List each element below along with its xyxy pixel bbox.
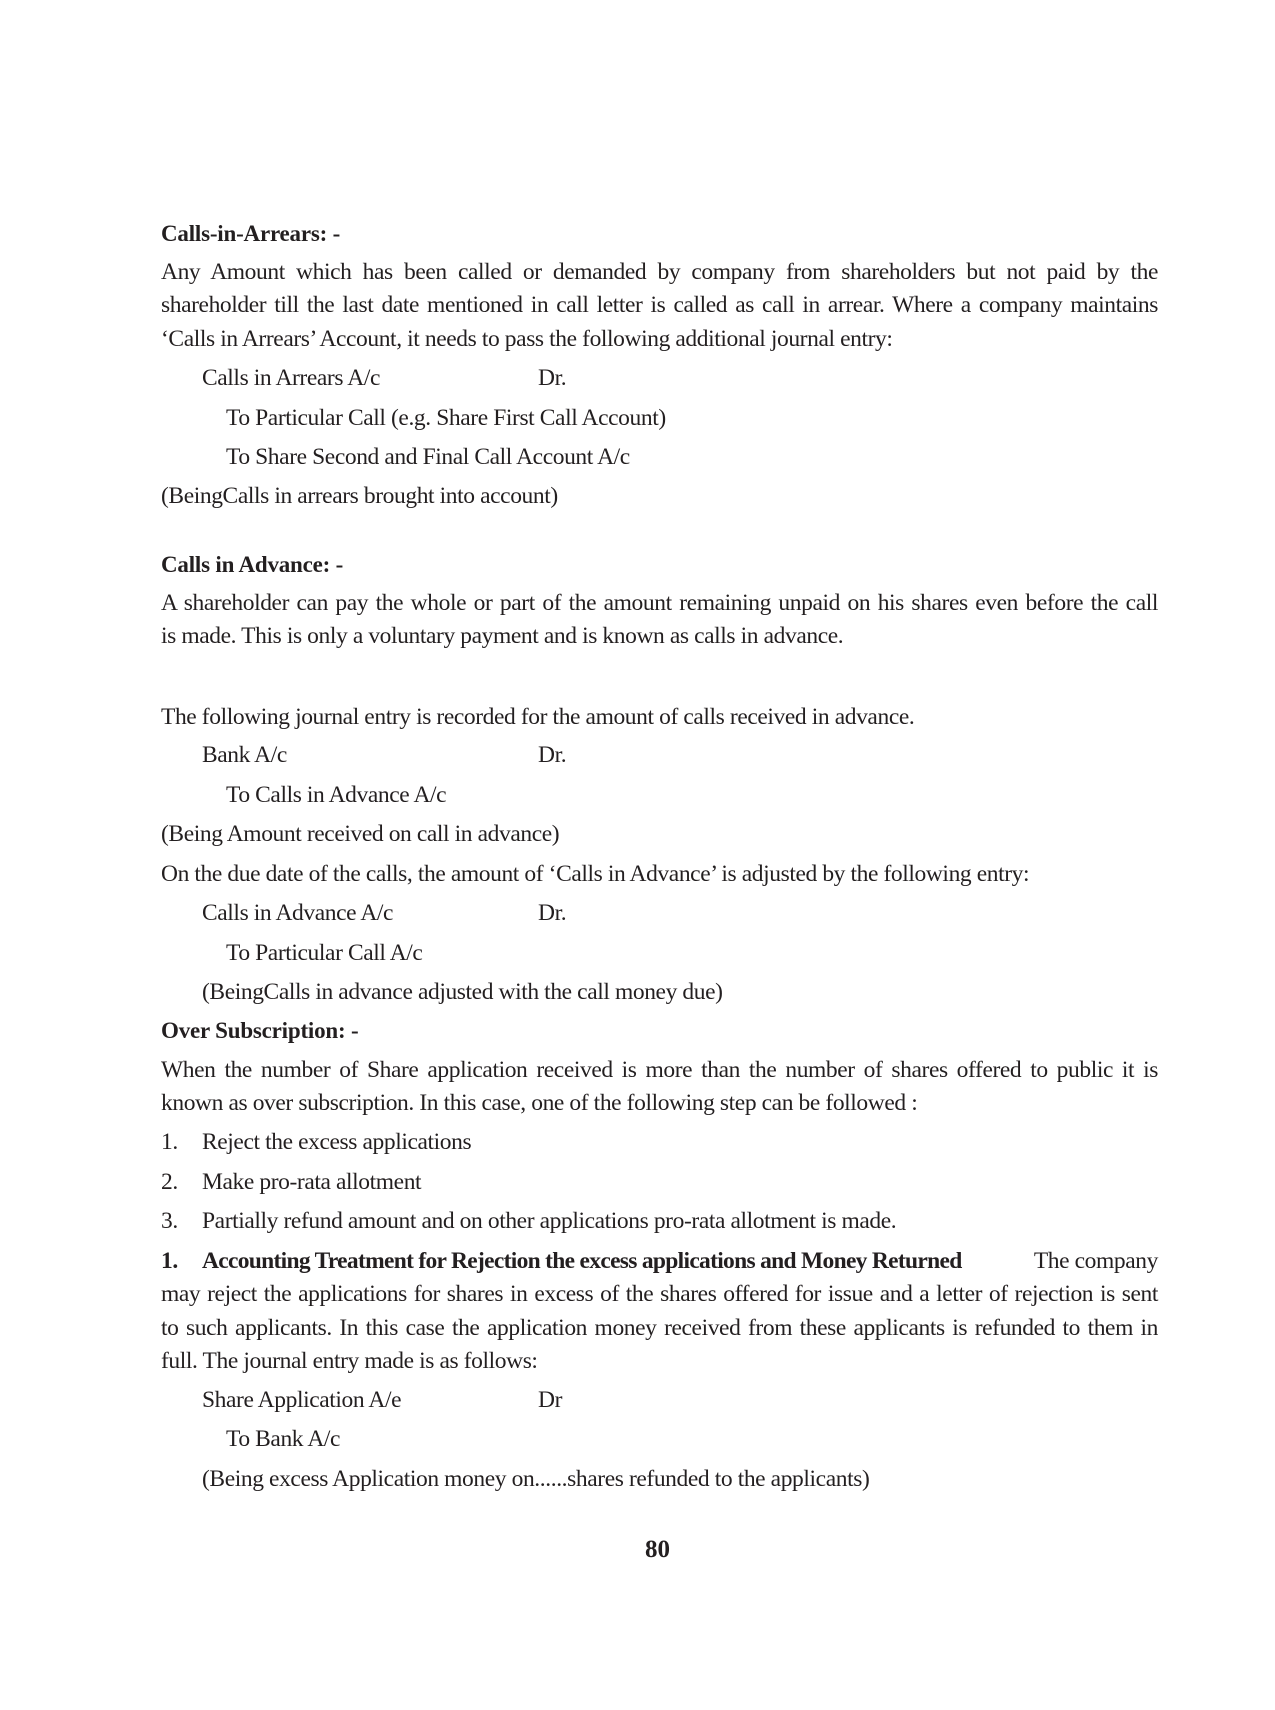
journal-credit-line: To Share Second and Final Call Account A/c [226,444,630,470]
paragraph-line: full. The journal entry made is as follows: [161,1348,538,1374]
paragraph-line: known as over subscription. In this case, one of the following step can be followed : [161,1090,918,1116]
treatment-number: 1. [161,1248,178,1274]
journal-credit-line: To Particular Call (e.g. Share First Call Account) [226,405,666,431]
heading-over-subscription: Over Subscription: - [161,1018,359,1043]
journal-narration: (BeingCalls in advance adjusted with the call money due) [202,979,723,1005]
list-text: Make pro-rata allotment [202,1169,422,1195]
journal-credit-line: To Particular Call A/c [226,940,423,966]
debit-account: Calls in Arrears A/c [202,365,381,391]
treatment-lead-text: The company [1033,1248,1158,1274]
debit-marker: Dr. [538,365,567,391]
paragraph-line: is made. This is only a voluntary payment and is known as calls in advance. [161,623,844,649]
journal-debit-line [202,898,1199,928]
journal-narration: (Being Amount received on call in advance) [161,821,560,847]
debit-account: Share Application A/e [202,1387,402,1413]
journal-credit-line: To Bank A/c [226,1426,341,1452]
paragraph-line: ‘Calls in Arrears’ Account, it needs to pass the following additional journal entry: [161,326,893,352]
debit-account: Bank A/c [202,742,287,768]
paragraph-line: Any Amount which has been called or demanded by company from shareholders but not paid by the [161,259,1158,285]
page-number: 80 [645,1536,670,1563]
debit-marker: Dr. [538,900,567,926]
debit-account: Calls in Advance A/c [202,900,394,926]
heading-calls-in-advance: Calls in Advance: - [161,552,344,577]
heading-calls-in-arrears: Calls-in-Arrears: - [161,221,341,246]
debit-marker: Dr. [538,742,567,768]
paragraph-line: shareholder till the last date mentioned in call letter is called as call in arrear. Where a company maintains [161,292,1158,318]
paragraph-line: On the due date of the calls, the amount of ‘Calls in Advance’ is adjusted by the following entry: [161,861,1030,887]
paragraph-line: may reject the applications for shares in excess of the shares offered for issue and a letter of rejection is sent [161,1281,1158,1307]
journal-debit-line [202,363,1199,393]
paragraph-line: When the number of Share application received is more than the number of shares offered to public it is [161,1057,1158,1083]
list-number: 2. [161,1169,178,1195]
list-number: 1. [161,1129,178,1155]
paragraph-line: to such applicants. In this case the application money received from these applicants is refunded to them in [161,1315,1158,1341]
journal-narration: (BeingCalls in arrears brought into account) [161,483,558,509]
debit-marker: Dr [538,1387,562,1413]
paragraph-line: A shareholder can pay the whole or part of the amount remaining unpaid on his shares even before the call [161,590,1158,616]
list-text: Reject the excess applications [202,1129,472,1155]
treatment-heading: Accounting Treatment for Rejection the excess applications and Money Returned [202,1248,962,1274]
journal-debit-line [202,1385,1199,1415]
journal-narration: (Being excess Application money on......shares refunded to the applicants) [202,1466,870,1492]
journal-debit-line [202,740,1199,770]
list-number: 3. [161,1208,178,1234]
journal-credit-line: To Calls in Advance A/c [226,782,447,808]
paragraph-line: The following journal entry is recorded for the amount of calls received in advance. [161,704,915,730]
list-text: Partially refund amount and on other applications pro-rata allotment is made. [202,1208,897,1234]
